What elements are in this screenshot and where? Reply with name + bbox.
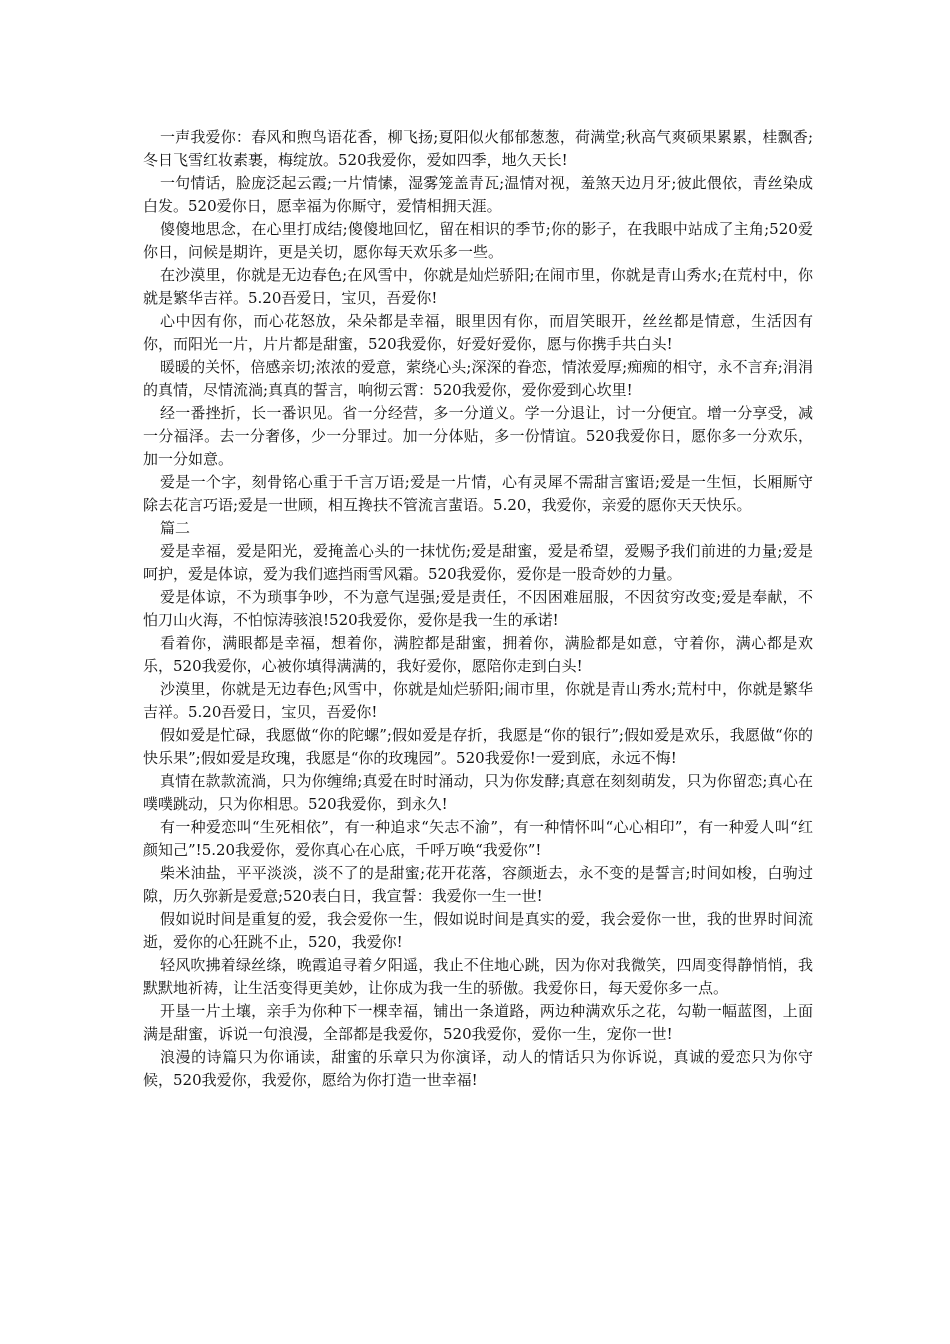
- paragraph: 轻风吹拂着绿丝绦，晚霞追寻着夕阳遥，我止不住地心跳，因为你对我微笑，四周变得静悄悄，我默默地祈祷，让生活变得更美妙，让你成为我一生的骄傲。我爱你日，每天爱你多一点。: [143, 956, 813, 997]
- paragraph: 沙漠里，你就是无边春色;风雪中，你就是灿烂骄阳;闹市里，你就是青山秀水;荒村中，你就是繁华吉祥。5.20吾爱日，宝贝，吾爱你!: [143, 680, 813, 721]
- paragraph: 看着你，满眼都是幸福，想着你，满腔都是甜蜜，拥着你，满脸都是如意，守着你，满心都是欢乐，520我爱你，心被你填得满满的，我好爱你，愿陪你走到白头!: [143, 634, 813, 675]
- paragraph: 爱是一个字，刻骨铭心重于千言万语;爱是一片情，心有灵犀不需甜言蜜语;爱是一生恒，长厢厮守除去花言巧语;爱是一世顾，相互搀扶不管流言蜚语。5.20，我爱你，亲爱的愿你天天快乐。: [143, 473, 813, 514]
- paragraph: 爱是幸福，爱是阳光，爱掩盖心头的一抹忧伤;爱是甜蜜，爱是希望，爱赐予我们前进的力量;爱是呵护，爱是体谅，爱为我们遮挡雨雪风霜。520我爱你，爱你是一股奇妙的力量。: [143, 542, 813, 583]
- paragraph: 经一番挫折，长一番识见。省一分经营，多一分道义。学一分退让，讨一分便宜。增一分享受，减一分福泽。去一分奢侈，少一分罪过。加一分体贴，多一份情谊。520我爱你日，愿你多一分欢乐，加一分如意。: [143, 404, 813, 468]
- paragraph: 有一种爱恋叫“生死相依”，有一种追求“矢志不渝”，有一种情怀叫“心心相印”，有一种爱人叫“红颜知己”!5.20我爱你，爱你真心在心底，千呼万唤“我爱你”!: [143, 818, 813, 859]
- document-body: [143, 126, 813, 1092]
- paragraph: 假如说时间是重复的爱，我会爱你一生，假如说时间是真实的爱，我会爱你一世，我的世界时间流逝，爱你的心狂跳不止，520，我爱你!: [143, 910, 813, 951]
- paragraph: 浪漫的诗篇只为你诵读，甜蜜的乐章只为你演译，动人的情话只为你诉说，真诚的爱恋只为你守候，520我爱你，我爱你，愿给为你打造一世幸福!: [143, 1048, 813, 1089]
- paragraph: 真情在款款流淌，只为你缠绵;真爱在时时涌动，只为你发酵;真意在刻刻萌发，只为你留恋;真心在噗噗跳动，只为你相思。520我爱你，到永久!: [143, 772, 813, 813]
- paragraph: 傻傻地思念，在心里打成结;傻傻地回忆，留在相识的季节;你的影子，在我眼中站成了主角;520爱你日，问候是期许，更是关切，愿你每天欢乐多一些。: [143, 220, 813, 261]
- paragraph: 心中因有你，而心花怒放，朵朵都是幸福，眼里因有你，而眉笑眼开，丝丝都是情意，生活因有你，而阳光一片，片片都是甜蜜，520我爱你，好爱好爱你，愿与你携手共白头!: [143, 312, 813, 353]
- paragraph: 一句情话，脸庞泛起云霞;一片情愫，湿雾笼盖青瓦;温情对视，羞煞天边月牙;彼此偎依，青丝染成白发。520爱你日，愿幸福为你厮守，爱情相拥天涯。: [143, 174, 813, 215]
- paragraph: 一声我爱你：春风和煦鸟语花香，柳飞扬;夏阳似火郁郁葱葱，荷满堂;秋高气爽硕果累累，桂飘香;冬日飞雪红妆素裹，梅绽放。520我爱你，爱如四季，地久天长!: [143, 128, 813, 169]
- paragraph: 柴米油盐，平平淡淡，淡不了的是甜蜜;花开花落，容颜逝去，永不变的是誓言;时间如梭，白驹过隙，历久弥新是爱意;520表白日，我宣誓：我爱你一生一世!: [143, 864, 813, 905]
- paragraph: 暖暖的关怀，倍感亲切;浓浓的爱意，萦绕心头;深深的眷恋，情浓爱厚;痴痴的相守，永不言弃;涓涓的真情，尽情流淌;真真的誓言，响彻云霄：520我爱你，爱你爱到心坎里!: [143, 358, 813, 399]
- paragraph: 在沙漠里，你就是无边春色;在风雪中，你就是灿烂骄阳;在闹市里，你就是青山秀水;在荒村中，你就是繁华吉祥。5.20吾爱日，宝贝，吾爱你!: [143, 266, 813, 307]
- paragraph: 爱是体谅，不为琐事争吵，不为意气逞强;爱是责任，不因困难屈服，不因贫穷改变;爱是奉献，不怕刀山火海，不怕惊涛骇浪!520我爱你，爱你是我一生的承诺!: [143, 588, 813, 629]
- paragraph: 开垦一片土壤，亲手为你种下一棵幸福，铺出一条道路，两边种满欢乐之花，勾勒一幅蓝图，上面满是甜蜜，诉说一句浪漫，全部都是我爱你，520我爱你，爱你一生，宠你一世!: [143, 1002, 813, 1043]
- section-heading: 篇二: [160, 519, 191, 537]
- paragraph: 假如爱是忙碌，我愿做“你的陀螺”;假如爱是存折，我愿是“你的银行”;假如爱是欢乐，我愿做“你的快乐果”;假如爱是玫瑰，我愿是“你的玫瑰园”。520我爱你!一爱到底，永远不悔!: [143, 726, 813, 767]
